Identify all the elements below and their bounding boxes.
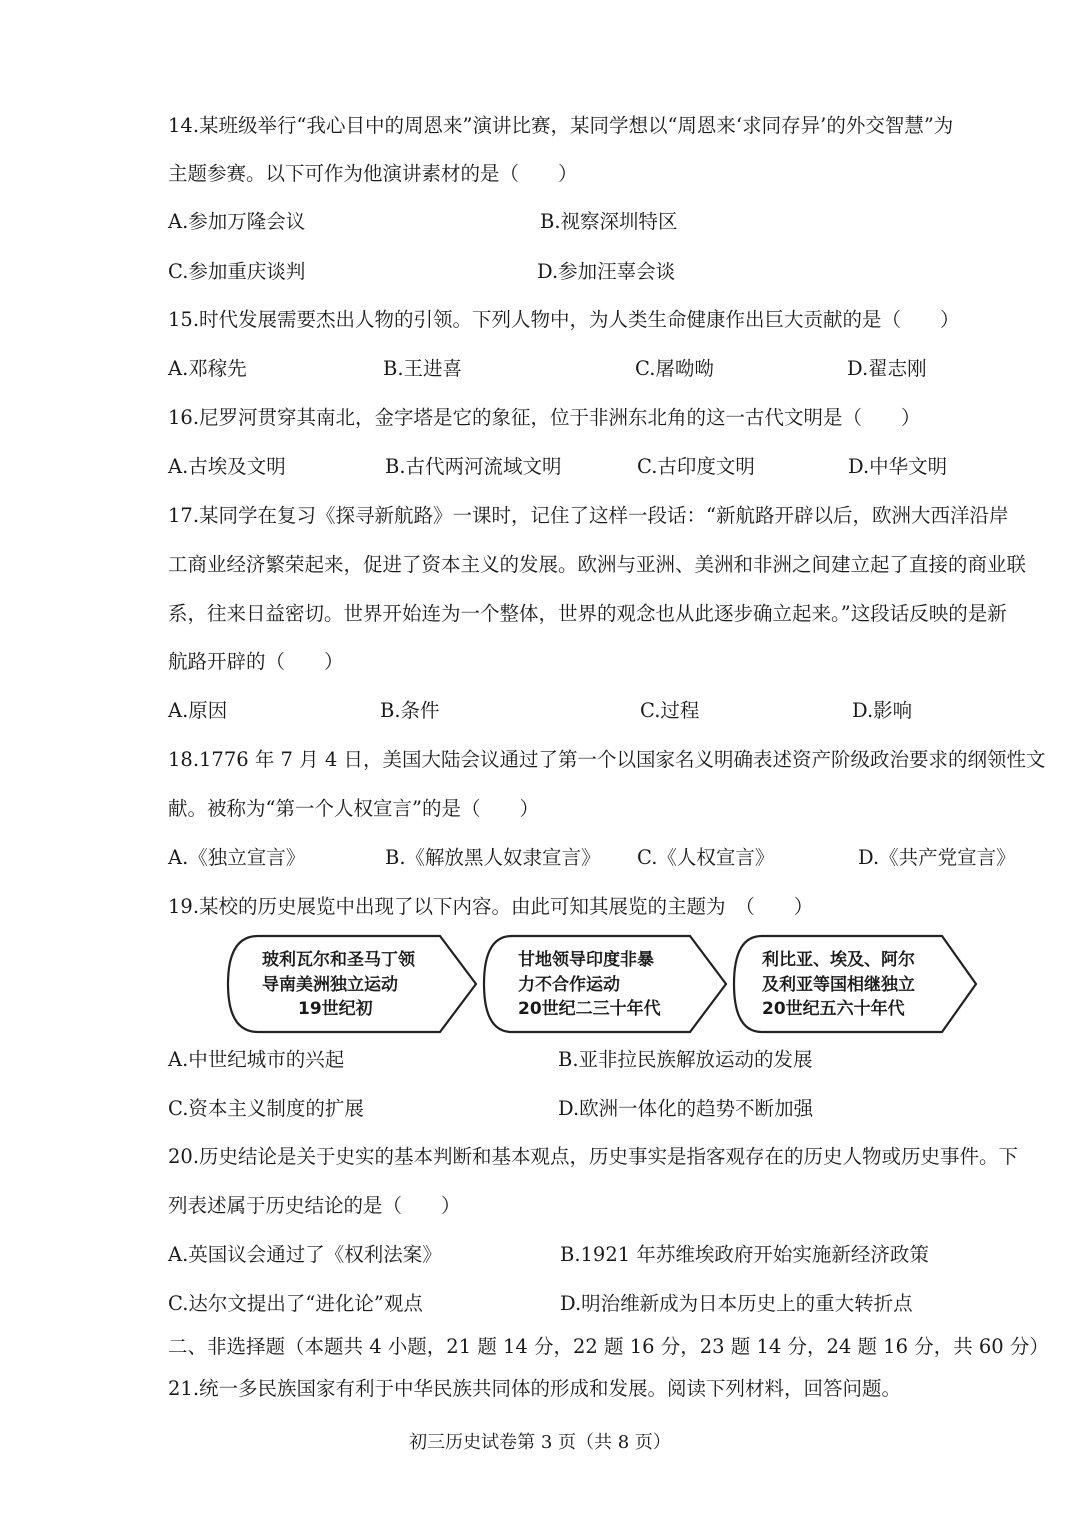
q14-option-b: B.视察深圳特区 bbox=[540, 210, 678, 233]
q14-option-c: C.参加重庆谈判 bbox=[168, 260, 306, 283]
q17-stem-line4: 航路开辟的（ ） bbox=[168, 650, 344, 673]
q19-box3-line3: 20世纪五六十年代 bbox=[762, 999, 905, 1019]
q17-stem-line1: 17.某同学在复习《探寻新航路》一课时，记住了这样一段话：“新航路开辟以后，欧洲大西洋沿岸 bbox=[168, 504, 1009, 527]
q20-option-b: B.1921 年苏维埃政府开始实施新经济政策 bbox=[560, 1243, 929, 1266]
q19-box1-line2: 导南美洲独立运动 bbox=[262, 975, 398, 995]
q17-stem-line3: 系，往来日益密切。世界开始连为一个整体，世界的观念也从此逐步确立起来。”这段话反映的是新 bbox=[168, 602, 1007, 625]
q19-option-d: D.欧洲一体化的趋势不断加强 bbox=[558, 1097, 814, 1120]
q15-option-a: A.邓稼先 bbox=[168, 357, 247, 380]
q14-option-a: A.参加万隆会议 bbox=[168, 210, 306, 233]
q18-stem-line2: 献。被称为“第一个人权宣言”的是（ ） bbox=[168, 797, 539, 820]
q19-option-a: A.中世纪城市的兴起 bbox=[168, 1048, 345, 1071]
q18-option-c: C.《人权宣言》 bbox=[637, 846, 775, 869]
q18-option-b: B.《解放黑人奴隶宣言》 bbox=[385, 846, 601, 869]
q19-stem-line1: 19.某校的历史展览中出现了以下内容。由此可知其展览的主题为 （ ） bbox=[168, 895, 814, 918]
page-footer: 初三历史试卷第 3 页（共 8 页） bbox=[409, 1432, 671, 1453]
q17-option-a: A.原因 bbox=[168, 699, 228, 722]
q16-option-d: D.中华文明 bbox=[848, 455, 948, 478]
q18-stem-line1: 18.1776 年 7 月 4 日，美国大陆会议通过了第一个以国家名义明确表述资产阶级政治要求的纲领性文 bbox=[168, 748, 1046, 771]
q15-option-b: B.王进喜 bbox=[383, 357, 463, 380]
q20-option-d: D.明治维新成为日本历史上的重大转折点 bbox=[560, 1292, 913, 1315]
q19-box3-line1: 利比亚、埃及、阿尔 bbox=[762, 950, 915, 970]
q17-stem-line2: 工商业经济繁荣起来，促进了资本主义的发展。欧洲与亚洲、美洲和非洲之间建立起了直接的商业联 bbox=[168, 553, 1027, 576]
q18-option-a: A.《独立宣言》 bbox=[168, 846, 306, 869]
q19-option-b: B.亚非拉民族解放运动的发展 bbox=[558, 1048, 813, 1071]
q19-timeline-figure bbox=[0, 930, 1080, 1040]
q19-box2-line2: 力不合作运动 bbox=[518, 975, 620, 995]
q14-option-d: D.参加汪辜会谈 bbox=[537, 260, 676, 283]
q20-option-a: A.英国议会通过了《权利法案》 bbox=[168, 1243, 442, 1266]
q21-stem: 21.统一多民族国家有利于中华民族共同体的形成和发展。阅读下列材料，回答问题。 bbox=[168, 1377, 902, 1400]
q20-stem-line1: 20.历史结论是关于史实的基本判断和基本观点，历史事实是指客观存在的历史人物或历史事件。下 bbox=[168, 1145, 1019, 1168]
q19-box1-line1: 玻利瓦尔和圣马丁领 bbox=[262, 950, 415, 970]
q16-stem-line1: 16.尼罗河贯穿其南北，金字塔是它的象征，位于非洲东北角的这一古代文明是（ ） bbox=[168, 406, 921, 429]
q14-stem-line1: 14.某班级举行“我心目中的周恩来”演讲比赛，某同学想以“周恩来‘求同存异’的外交智慧”为 bbox=[168, 114, 954, 137]
q19-option-c: C.资本主义制度的扩展 bbox=[168, 1097, 364, 1120]
q19-box2-line3: 20世纪二三十年代 bbox=[518, 999, 661, 1019]
q20-option-c: C.达尔文提出了“进化论”观点 bbox=[168, 1292, 423, 1315]
q19-box3-line2: 及利亚等国相继独立 bbox=[762, 975, 915, 995]
q16-option-a: A.古埃及文明 bbox=[168, 455, 286, 478]
q14-stem-line2: 主题参赛。以下可作为他演讲素材的是（ ） bbox=[168, 162, 578, 185]
q15-stem-line1: 15.时代发展需要杰出人物的引领。下列人物中，为人类生命健康作出巨大贡献的是（ ） bbox=[168, 308, 960, 331]
q16-option-c: C.古印度文明 bbox=[637, 455, 755, 478]
q15-option-c: C.屠呦呦 bbox=[635, 357, 714, 380]
q19-box2-line1: 甘地领导印度非暴 bbox=[518, 950, 654, 970]
q17-option-c: C.过程 bbox=[640, 699, 700, 722]
section2-heading: 二、非选择题（本题共 4 小题，21 题 14 分，22 题 16 分，23 题 14 分，24 题 16 分，共 60 分） bbox=[168, 1335, 1049, 1358]
q17-option-b: B.条件 bbox=[380, 699, 440, 722]
q18-option-d: D.《共产党宣言》 bbox=[858, 846, 1016, 869]
q15-option-d: D.翟志刚 bbox=[847, 357, 927, 380]
q17-option-d: D.影响 bbox=[852, 699, 913, 722]
q20-stem-line2: 列表述属于历史结论的是（ ） bbox=[168, 1194, 461, 1217]
q16-option-b: B.古代两河流域文明 bbox=[385, 455, 562, 478]
q19-box1-line3: 19世纪初 bbox=[298, 999, 373, 1019]
